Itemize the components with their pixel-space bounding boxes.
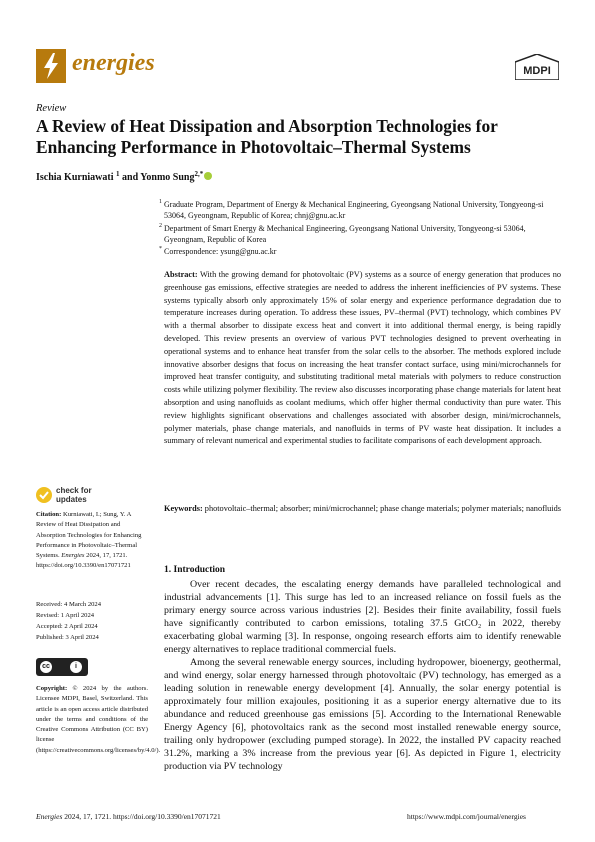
- author-conjunction: and: [122, 172, 139, 183]
- copyright-label: Copyright:: [36, 685, 68, 692]
- affiliation: [159, 223, 564, 245]
- author-name[interactable]: Yonmo Sung: [140, 172, 195, 183]
- published-date: Published: 3 April 2024: [36, 634, 99, 641]
- citation-block: [36, 510, 148, 572]
- footer-citation: [36, 812, 221, 821]
- footer-journal: Energies: [36, 812, 63, 821]
- copyright-text: © 2024 by the authors. Licensee MDPI, Basel, Switzerland. This article is an open access article distributed under the terms and conditions of the Creative Commons Attribution (CC BY) license (https://creativecommons.org/licenses/by/4.0/).: [36, 685, 161, 754]
- journal-name: energies: [72, 50, 155, 76]
- orcid-icon[interactable]: [204, 172, 212, 180]
- by-icon: i: [70, 661, 82, 673]
- keywords-text: photovoltaic–thermal; absorber; mini/microchannel; phase change materials; polymer materials; nanofluids: [204, 504, 561, 513]
- citation-label: Citation:: [36, 511, 62, 518]
- section-heading: 1. Introduction: [164, 565, 226, 575]
- article-title: A Review of Heat Dissipation and Absorption Technologies for Enhancing Performance in Photovoltaic–Thermal Systems: [36, 116, 498, 157]
- affiliation-mark: 1: [159, 199, 162, 205]
- article-type: Review: [36, 103, 67, 114]
- abstract-label: Abstract:: [164, 270, 198, 279]
- check-updates-label[interactable]: check for updates: [56, 486, 92, 504]
- citation-journal: Energies: [61, 552, 85, 560]
- affiliation-sup: 1: [116, 170, 120, 178]
- correspondence: [159, 246, 564, 257]
- footer-doi[interactable]: 2024, 17, 1721. https://doi.org/10.3390/en17071721: [64, 812, 221, 821]
- citation-tail[interactable]: 2024, 17, 1721. https://doi.org/10.3390/en17071721: [36, 552, 131, 570]
- affiliation-text: Graduate Program, Department of Energy & Mechanical Engineering, Gyeongsang National University, Tongyeong-si 53064, Gyeongnam, Republic of Korea; chnj@gnu.ac.kr: [164, 200, 544, 220]
- affiliation-mark: *: [159, 246, 162, 252]
- mdpi-logo: [515, 54, 559, 80]
- revised-date: Revised: 1 April 2024: [36, 612, 95, 619]
- paragraph: Over recent decades, the escalating energy demands have paralleled technological and industrial advancements [1]. This surge has led to an increased reliance on fossil fuels as the primary energy source across various industries [2]. Besides their finite availability, fossil fuels have significantly contributed to carbon emissions, totaling 37.5 GtCO₂ in 2022, thereby exacerbating global warming [3]. In response, ongoing research efforts aim to identify renewable energy alternatives to replace traditional commercial fuels.: [164, 579, 561, 655]
- check-updates-icon[interactable]: [36, 487, 52, 503]
- author-name[interactable]: Ischia Kurniawati: [36, 172, 114, 183]
- introduction-body: [164, 578, 561, 773]
- keywords: [164, 503, 561, 516]
- accepted-date: Accepted: 2 April 2024: [36, 623, 98, 630]
- received-date: Received: 4 March 2024: [36, 601, 102, 608]
- citation-text: Kurniawati, I.; Sung, Y. A Review of Heat Dissipation and Absorption Technologies for Enhancing Performance in Photovoltaic–Thermal Systems.: [36, 511, 142, 560]
- cc-icon: cc: [40, 661, 52, 673]
- affiliation-mark: 2: [159, 223, 162, 229]
- author-list: [36, 170, 212, 183]
- abstract-text: With the growing demand for photovoltaic (PV) systems as a source of energy generation that produces no greenhouse gas emissions, effective strategies are needed to address the inherent inefficiencies of PV systems. These systems typically absorb only approximately 15% of solar energy and experience performance degradation due to temperature increases during operation. To address these issues, PV–thermal (PVT) technology, which combines PV with a thermal absorber to dissipate excess heat and convert it into additional thermal energy, is being rapidly developed. This review presents an overview of various PVT technologies designed to prevent overheating in operational systems and to enhance heat transfer from the solar cells to the absorber. The methods explored include innovative absorber designs that focus on increasing the heat transfer contact surface, using mini/microchannels for improved heat transfer contiguity, and substituting traditional metal materials with polymers to reduce construction costs while utilizing polymer flexibility. The review also discusses incorporating phase change materials for latent heat absorption and using nanofluids as coolant mediums, which offer higher thermal conductivity than pure water. This review highlights significant observations and challenges associated with absorber design, mini/microchannels, polymer materials, phase change materials, and nanofluids in terms of PV waste heat dissipation. It includes a summary of relevant numerical and experimental studies to facilitate comparisons of each development approach.: [164, 270, 561, 446]
- mdpi-logo-text: MDPI: [523, 65, 551, 77]
- paragraph: Among the several renewable energy sources, including hydropower, bioenergy, geothermal, and wind energy, solar energy harnessed through photovoltaic (PV) technology, has emerged as a leading solution in renewable energy development [4]. Annually, the solar energy potential is approximately four million exajoules, positioning it as a superior energy alternative due to its abundance and reduced greenhouse gas emissions [5]. According to the International Renewable Energy Agency [6], photovoltaics rank as the second most installed renewable energy source, trailing only hydropower (excluding pumped storage). In 2022, the installed PV capacity reached 31.2%, marking a 3% increase from the previous year [6]. As depicted in Figure 1, electricity production via PV technology: [164, 657, 561, 772]
- keywords-label: Keywords:: [164, 504, 203, 513]
- abstract: [164, 269, 561, 448]
- footer-url[interactable]: https://www.mdpi.com/journal/energies: [407, 812, 526, 821]
- energies-logo-icon: [36, 49, 66, 83]
- correspondence-text: Correspondence: ysung@gnu.ac.kr: [164, 247, 277, 256]
- affiliation-sup: 2,*: [194, 170, 204, 178]
- affiliation-text: Department of Smart Energy & Mechanical Engineering, Gyeongsang National University, Tongyeong-si 53064, Gyeongnam, Republic of Korea: [164, 224, 526, 244]
- copyright-block: [36, 684, 161, 756]
- affiliation: [159, 199, 564, 221]
- cc-by-logo[interactable]: [36, 658, 88, 676]
